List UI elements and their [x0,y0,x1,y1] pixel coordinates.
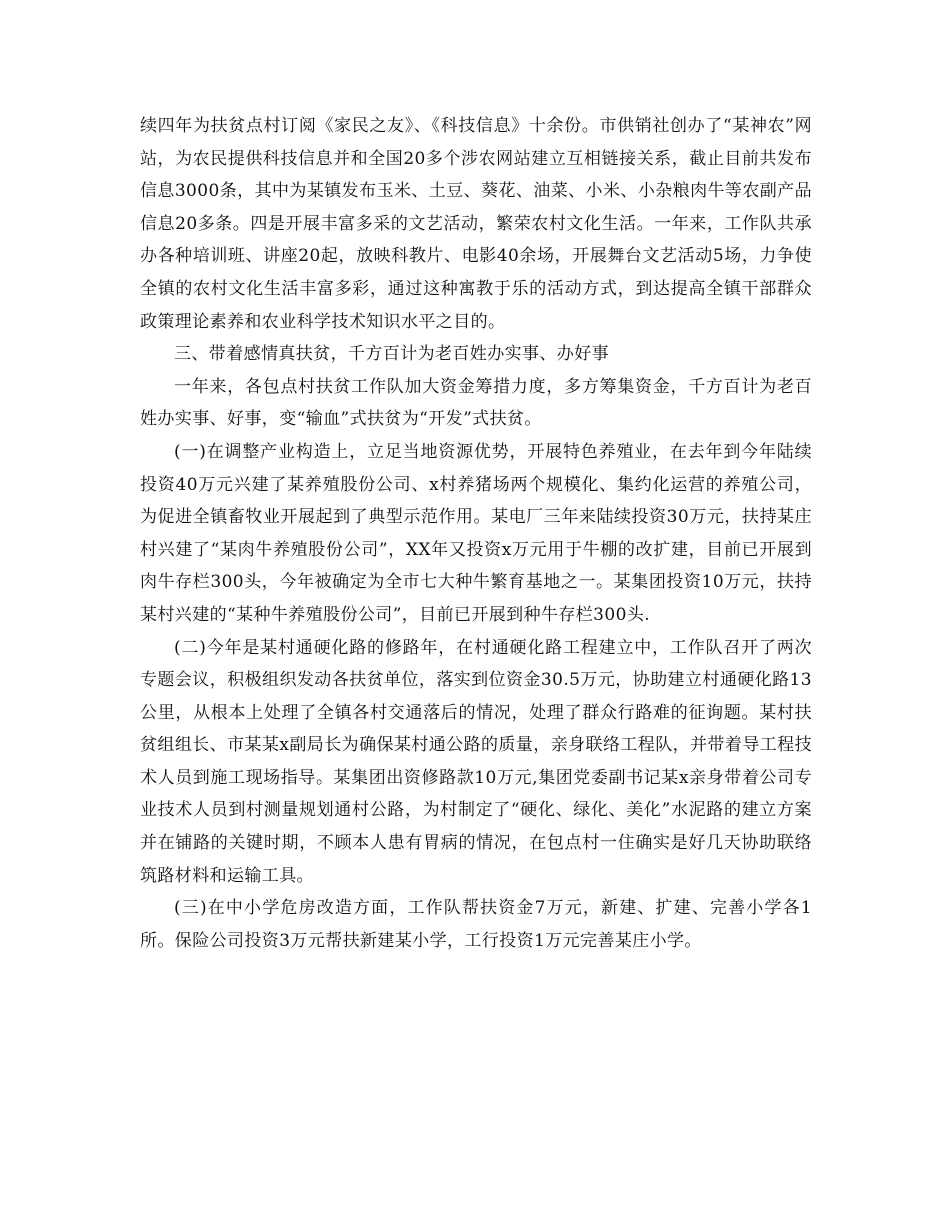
paragraph-funding-overview: 一年来，各包点村扶贫工作队加大资金筹措力度，多方筹集资金，千方百计为老百姓办实事、好事，变“输血”式扶贫为“开发”式扶贫。 [140,376,812,430]
document-page [140,110,812,957]
paragraph-school-renovation: (三)在中小学危房改造方面，工作队帮扶资金7万元，新建、扩建、完善小学各1所。保险公司投资3万元帮扶新建某小学，工行投资1万元完善某庄小学。 [140,898,812,951]
paragraph-poverty-info-culture: 续四年为扶贫点村订阅《家民之友》、《科技信息》十余份。市供销社创办了“某神农”网站，为农民提供科技信息并和全国20多个涉农网站建立互相链接关系，截止目前共发布信息3000条，其中为某镇发布玉米、土豆、葵花、油菜、小米、小杂粮肉牛等农副产品信息20多条。四是开展丰富多采的文艺活动，繁荣农村文化生活。一年来，工作队共承办各种培训班、讲座20起，放映科教片、电影40余场，开展舞台文艺活动5场，力争使全镇的农村文化生活丰富多彩，通过这种寓教于乐的活动方式，到达提高全镇干部群众政策理论素养和农业科学技术知识水平之目的。 [140,116,812,332]
paragraph-road-construction: (二)今年是某村通硬化路的修路年，在村通硬化路工程建立中，工作队召开了两次专题会议，积极组织发动各扶贫单位，落实到位资金30.5万元，协助建立村通硬化路13公里，从根本上处理了全镇各村交通落后的情况，处理了群众行路难的征询题。某村扶贫组组长、市某某x副局长为确保某村通公路的质量，亲身联络工程队，并带着导工程技术人员到施工现场指导。某集团出资修路款10万元,集团党委副书记某x亲身带着公司专业技术人员到村测量规划通村公路，为村制定了“硬化、绿化、美化”水泥路的建立方案并在铺路的关键时期，不顾本人患有胃病的情况，在包点村一住确实是好几天协助联络筑路材料和运输工具。 [140,637,812,886]
section-heading-three: 三、带着感情真扶贫，千方百计为老百姓办实事、办好事 [174,344,609,365]
paragraph-industry-structure: (一)在调整产业构造上，立足当地资源优势，开展特色养殖业，在去年到今年陆续投资40万元兴建了某养殖股份公司、x村养猪场两个规模化、集约化运营的养殖公司，为促进全镇畜牧业开展起到了典型示范作用。某电厂三年来陆续投资30万元，扶持某庄村兴建了“某肉牛养殖股份公司”，XX年又投资x万元用于牛棚的改扩建，目前已开展到肉牛存栏300头，今年被确定为全市七大种牛繁育基地之一。某集团投资10万元，扶持某村兴建的“某种牛养殖股份公司”，目前已开展到种牛存栏300头. [140,441,812,625]
